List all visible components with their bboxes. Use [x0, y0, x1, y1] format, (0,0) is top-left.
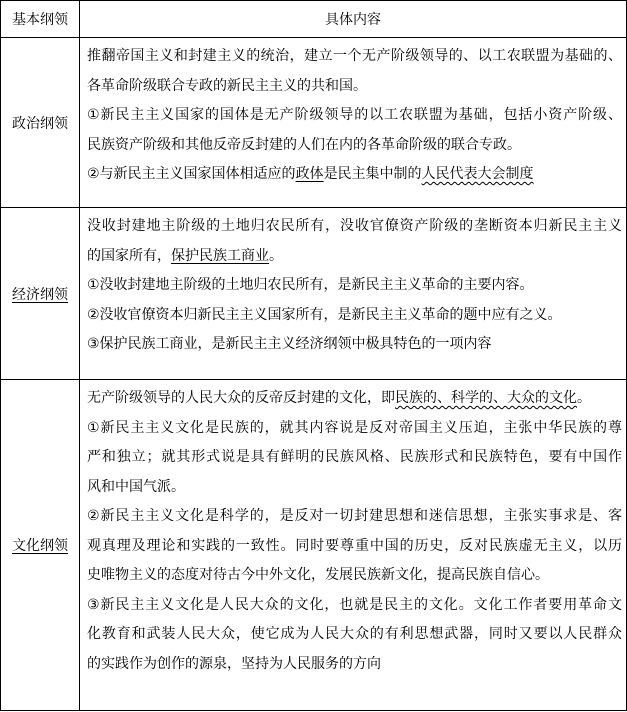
header-row — [1, 1, 627, 38]
political-line-1a: 推翻帝国主义和封建主义的统治，建立一个无产阶级领导的、以工农联盟为基础的、 — [87, 48, 622, 64]
cultural-line-3b: 观真理及理论和实践的一致性。同时要尊重中国的历史，反对民族虚无主义，以历 — [87, 537, 622, 554]
economic-line-3: ②没收官僚资本归新民主主义国家所有，是新民主主义革命的题中应有之义。 — [87, 306, 562, 323]
cultural-1-post: 。 — [577, 390, 591, 406]
cultural-line-4a: ③新民主主义文化是人民大众的文化，也就是民主的文化。文化工作者要用革命文 — [87, 596, 622, 613]
political-line-2b: 民族资产阶级和其他反帝反封建的人们在内的各革命阶级的联合专政。 — [87, 136, 521, 153]
political-line-3 — [87, 160, 622, 190]
row-political — [1, 38, 627, 208]
cultural-line-4c: 的实践作为创作的源泉，坚持为人民服务的方向 — [87, 655, 381, 672]
header-basic-program: 基本纲领 — [1, 1, 80, 38]
row-economic — [1, 208, 627, 380]
content-economic — [80, 208, 627, 380]
economic-line-1a: 没收封建地主阶级的土地归农民所有，没收官僚资产阶级的垄断资本归新民主主义 — [87, 218, 622, 234]
content-cultural — [80, 380, 627, 711]
cultural-line-3a: ②新民主主义文化是科学的，是反对一切封建思想和迷信思想，主张实事求是、客 — [87, 508, 622, 524]
political-3-mid: 是民主集中制的 — [323, 166, 422, 182]
political-3-regime: 政体 — [295, 166, 324, 182]
cultural-line-1 — [87, 384, 622, 414]
political-line-2a: ①新民主主义国家的国体是无产阶级领导的以工农联盟为基础，包括小资产阶级、 — [87, 107, 622, 123]
cultural-1-pre: 无产阶级领导的人民大众的反帝反封建的文化，即 — [87, 390, 395, 406]
label-economic-text: 经济纲领 — [12, 286, 68, 303]
economic-line-1b — [87, 242, 622, 272]
cultural-1-nsm: 民族的、科学的、大众的文化 — [395, 390, 577, 406]
economic-1b-protect: 保护民族工商业 — [171, 247, 269, 264]
label-cultural — [1, 380, 80, 711]
row-cultural — [1, 380, 627, 711]
header-specific-content: 具体内容 — [80, 1, 627, 38]
political-line-1b: 各革命阶级联合专政的新民主主义的共和国。 — [87, 77, 367, 94]
economic-1b-pre: 的国家所有， — [87, 247, 171, 264]
economic-line-4: ③保护民族工商业，是新民主主义经济纲领中极具特色的一项内容 — [87, 336, 492, 352]
content-political — [80, 38, 627, 208]
label-cultural-text: 文化纲领 — [12, 538, 68, 554]
cultural-line-2b: 严和独立；就其形式说是具有鲜明的民族风格、民族形式和民族特色，要有中国作 — [87, 449, 622, 465]
economic-1b-post: 。 — [269, 247, 283, 264]
label-political: 政治纲领 — [1, 38, 80, 208]
cultural-line-2a: ①新民主主义文化是民族的，就其内容说是反对帝国主义压迫，主张中华民族的尊 — [87, 419, 622, 436]
cultural-line-4b: 化教育和武装人民大众，使它成为人民大众的有利思想武器，同时又要以人民群众 — [87, 626, 622, 642]
cultural-line-3c: 史唯物主义的态度对待古今中外文化，发展民族新文化，提高民族自信心。 — [87, 567, 549, 583]
political-3-congress: 人民代表大会制度 — [421, 166, 534, 182]
cultural-line-2c: 风和中国气派。 — [87, 478, 185, 495]
label-economic — [1, 208, 80, 380]
economic-line-2: ①没收封建地主阶级的土地归农民所有，是新民主主义革命的主要内容。 — [87, 277, 534, 293]
political-3-pre: ②与新民主主义国家国体相适应的 — [87, 166, 296, 182]
